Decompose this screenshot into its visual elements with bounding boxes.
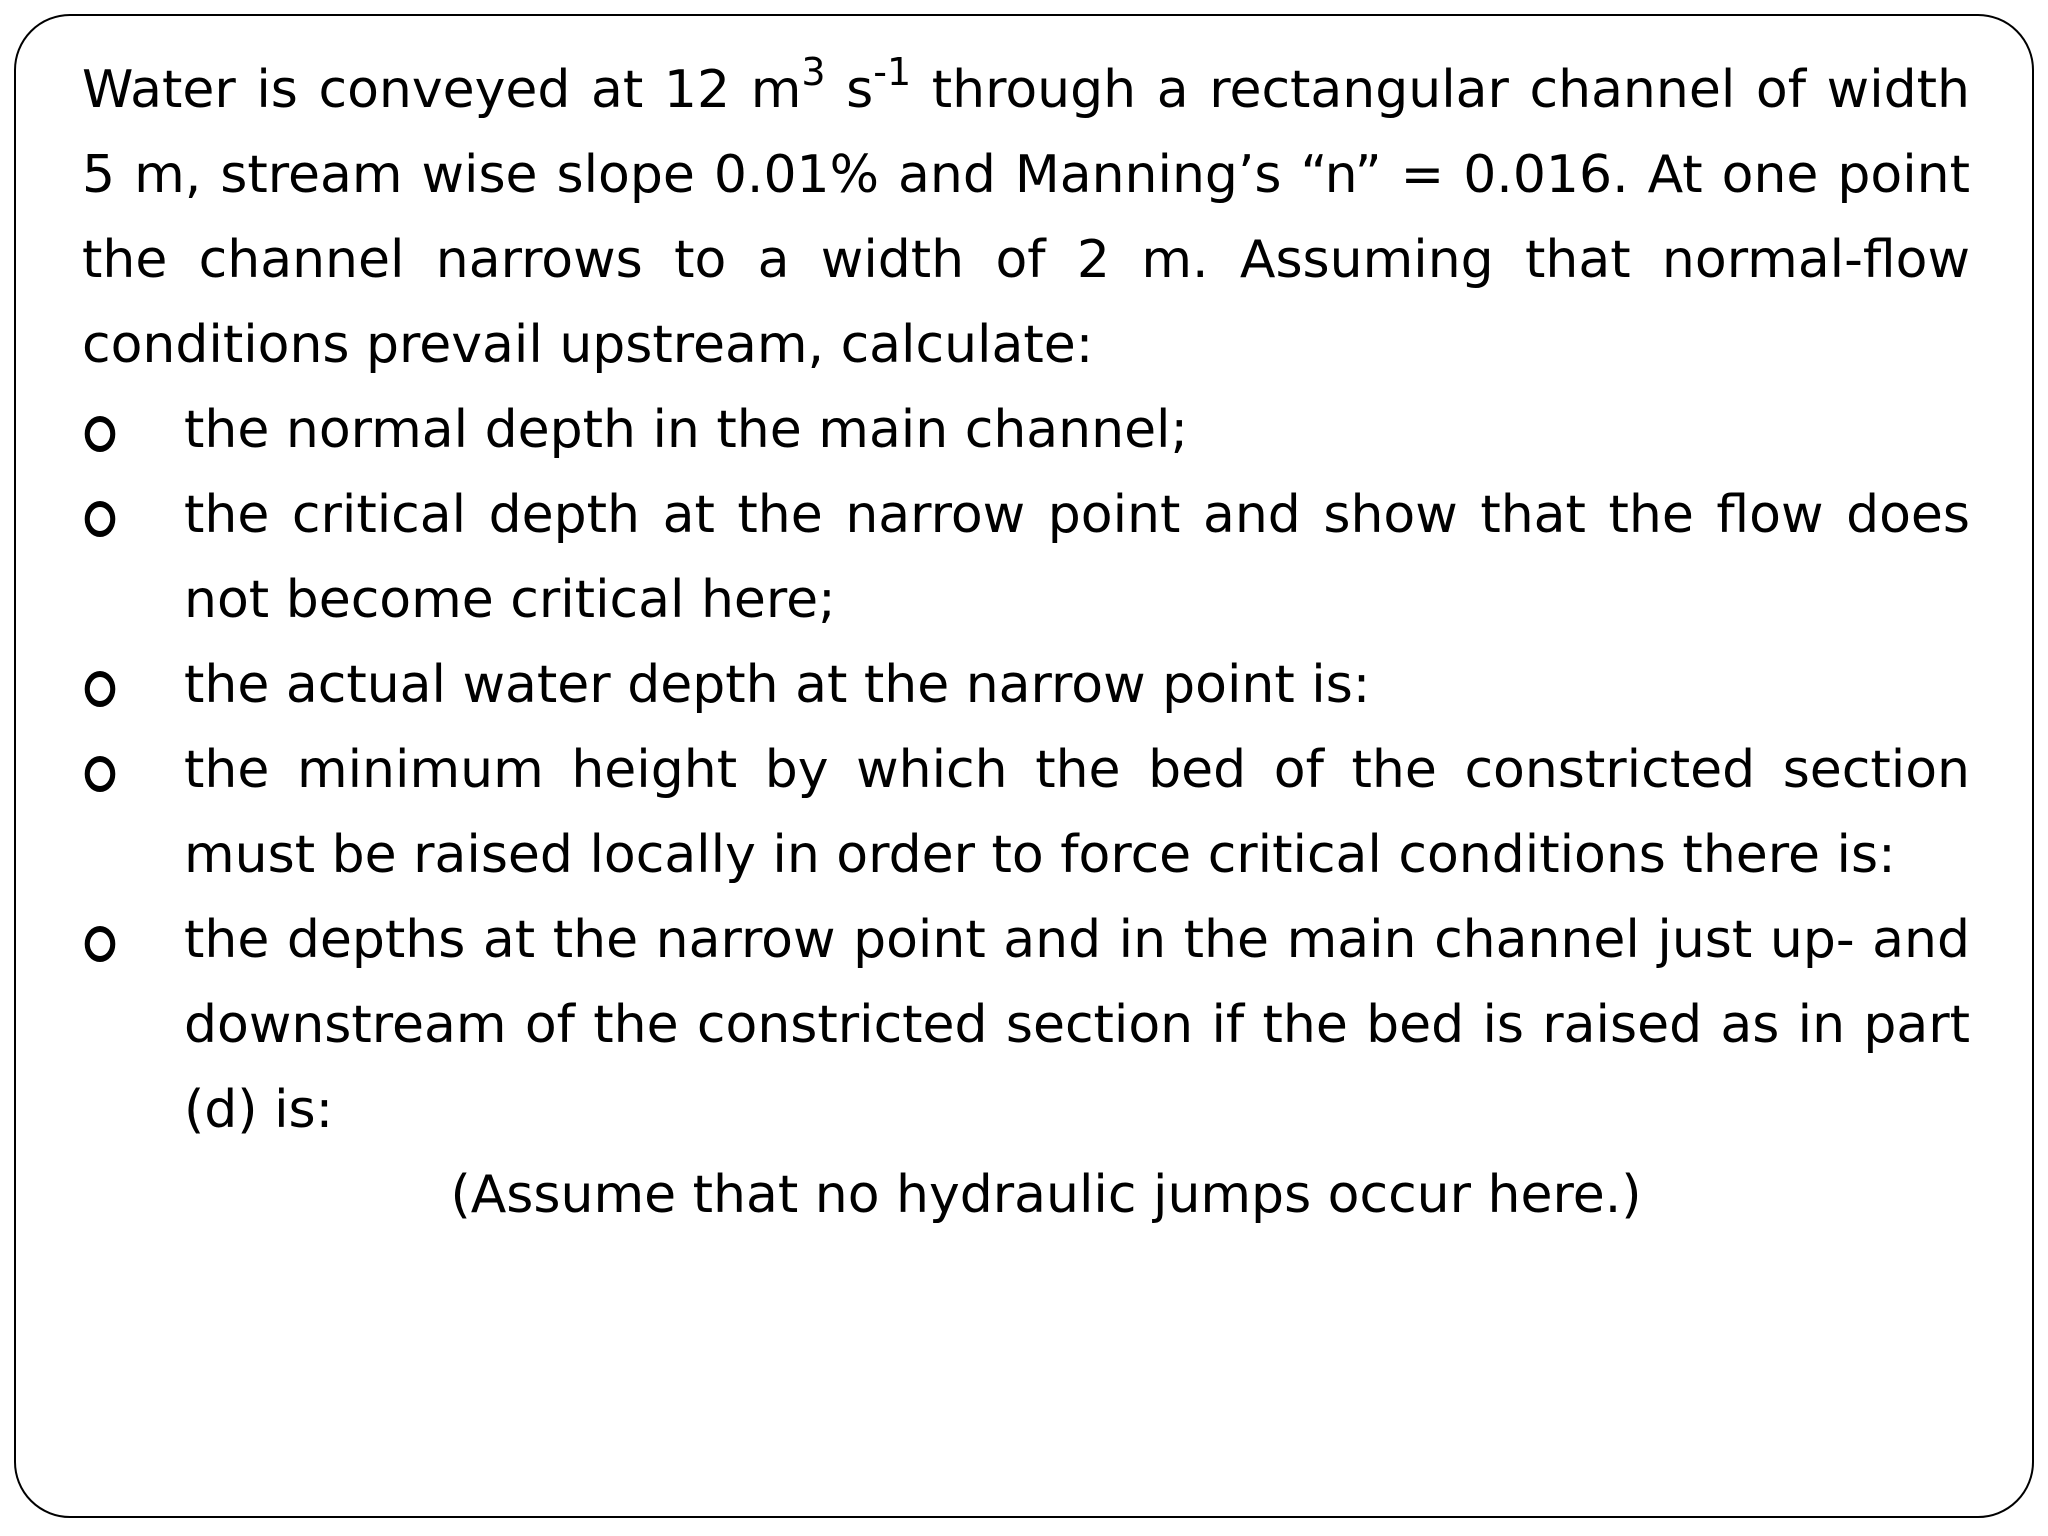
assumption-note: (Assume that no hydraulic jumps occur here.): [450, 1165, 1642, 1225]
list-item-text: the normal depth in the main channel;: [184, 400, 1189, 460]
intro-sup2: -1: [873, 49, 912, 94]
intro-paragraph: [82, 48, 1970, 388]
list-item: [82, 898, 1970, 1153]
problem-statement: [82, 48, 1970, 1238]
bullet-icon: [85, 501, 116, 537]
list-item: [82, 388, 1970, 473]
list-item-text: the depths at the narrow point and in the main channel just up- and downstream of the constricted section if the bed is raised as in part (d) is:: [184, 910, 1970, 1140]
question-list: [82, 388, 1970, 1153]
intro-part2: s: [825, 60, 874, 120]
intro-part1: Water is conveyed at 12 m: [82, 60, 802, 120]
bullet-icon: [85, 756, 116, 792]
list-item: [82, 473, 1970, 643]
list-item: [82, 643, 1970, 728]
bullet-icon: [85, 416, 116, 452]
list-item-text: the critical depth at the narrow point and show that the flow does not become critical here;: [184, 485, 1970, 630]
bullet-icon: [85, 671, 116, 707]
intro-sup1: 3: [801, 49, 826, 94]
list-item: [82, 728, 1970, 898]
intro-part3: through a rectangular channel of width 5 m, stream wise slope 0.01% and Manning’s “n” = 0.016. At one point the channel narrows to a width of 2 m. Assuming that normal-flow conditions prevail upstream, calculate:: [82, 60, 1970, 375]
bullet-icon: [85, 926, 116, 962]
list-item-text: the actual water depth at the narrow point is:: [184, 655, 1371, 715]
list-item-text: the minimum height by which the bed of the constricted section must be raised locally in order to force critical conditions there is:: [184, 740, 1970, 885]
